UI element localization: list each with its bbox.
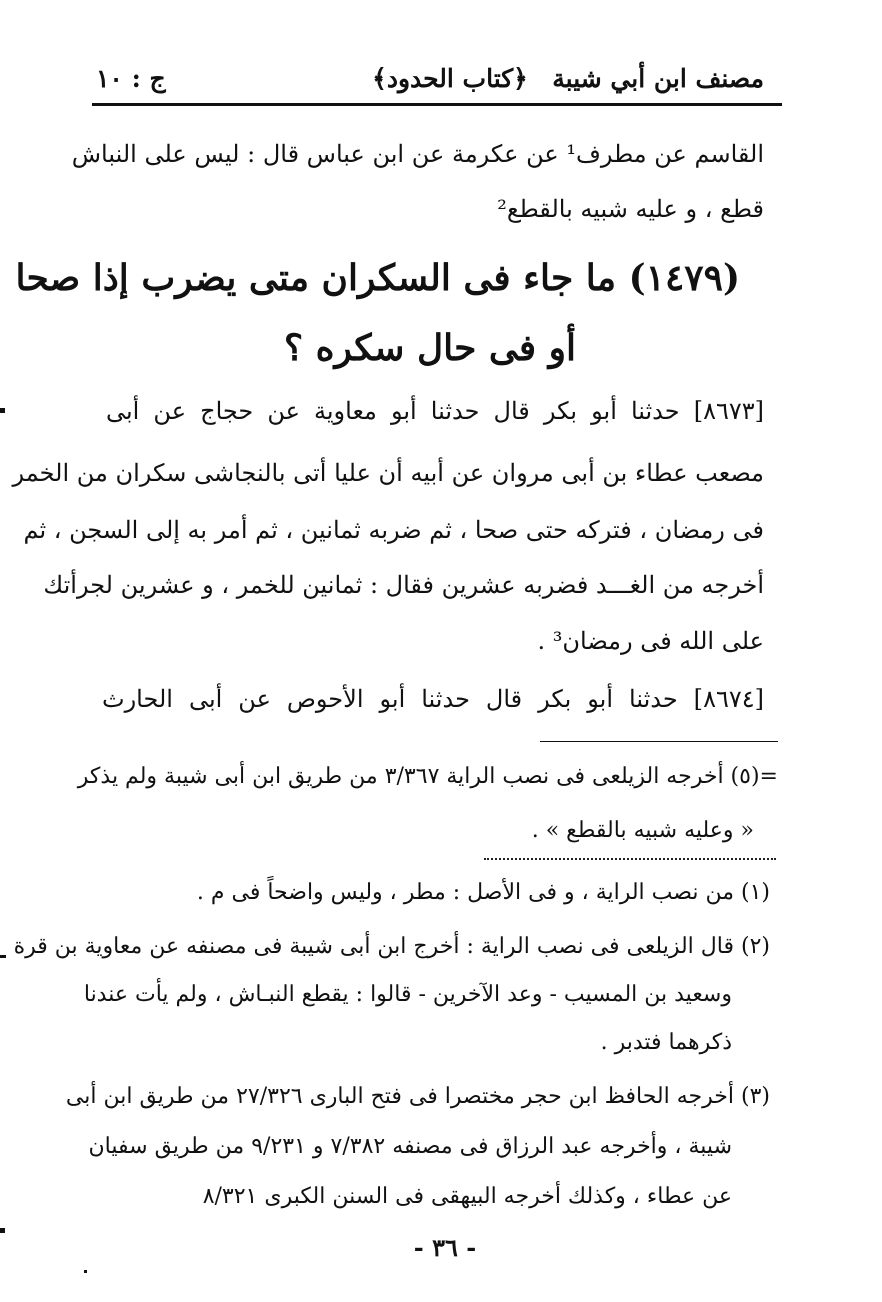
- volume-number: ج : ١٠: [96, 64, 166, 93]
- book-title: مصنف ابن أبي شيبة: [552, 64, 764, 93]
- section-title-line-1: (١٤٧٩) ما جاء فى السكران متى يضرب إذا صحا: [15, 257, 740, 299]
- footnote-wavy-separator: [484, 858, 776, 866]
- hadith-8673-line-5: على الله فى رمضان³ .: [537, 627, 764, 655]
- intro-line-2: قطع ، و عليه شبيه بالقطع²: [497, 195, 764, 223]
- footnote-1-line-1: (١) من نصب الراية ، و فى الأصل : مطر ، وليس واضحاً فى م .: [196, 880, 770, 905]
- scan-mark: [0, 408, 5, 413]
- page-number: - ٣٦ -: [413, 1233, 477, 1262]
- hadith-8674-line: [٨٦٧٤] حدثنا أبو بكر قال حدثنا أبو الأحوص عن أبى الحارث: [102, 685, 764, 713]
- hadith-8673-line-2: مصعب عطاء بن أبى مروان عن أبيه أن عليا أتى بالنجاشى سكران من الخمر: [12, 459, 764, 487]
- scan-mark: [84, 1270, 87, 1273]
- hadith-8673-line-4: أخرجه من الغـــد فضربه عشرين فقال : ثمانين للخمر ، و عشرين لجرأتك: [43, 571, 764, 599]
- header-rule: [92, 103, 782, 106]
- chapter-title: ﴿كتاب الحدود﴾: [372, 64, 528, 93]
- section-title-line-2: أو فى حال سكره ؟: [284, 327, 576, 369]
- footnote-3-line-1: (٣) أخرجه الحافظ ابن حجر مختصرا فى فتح البارى ٢٧/٣٢٦ من طريق ابن أبى: [65, 1084, 770, 1109]
- footnote-2-line-2: وسعيد بن المسيب - وعد الآخرين - قالوا : يقطع النبـاش ، ولم يأت عندنا: [83, 982, 732, 1007]
- footnote-2-line-1: (٢) قال الزيلعى فى نصب الراية : أخرج ابن أبى شيبة فى مصنفه عن معاوية بن قرة: [13, 934, 770, 959]
- hadith-8673-line-1: [٨٦٧٣] حدثنا أبو بكر قال حدثنا أبو معاوية عن حجاج عن أبى: [106, 397, 764, 425]
- hadith-8673-line-3: فى رمضان ، فتركه حتى صحا ، ثم ضربه ثمانين ، ثم أمر به إلى السجن ، ثم: [23, 516, 764, 544]
- footnote-3-line-3: عن عطاء ، وكذلك أخرجه البيهقى فى السنن الكبرى ٨/٣٢١: [202, 1184, 732, 1209]
- continued-footnote-line-2: « وعليه شبيه بالقطع » .: [531, 818, 754, 843]
- footnote-separator: [540, 741, 778, 742]
- intro-line-1: القاسم عن مطرف¹ عن عكرمة عن ابن عباس قال : ليس على النباش: [71, 140, 764, 168]
- scan-mark: [0, 1228, 5, 1233]
- footnote-3-line-2: شيبة ، وأخرجه عبد الرزاق فى مصنفه ٧/٣٨٢ و ٩/٢٣١ من طريق سفيان: [88, 1134, 732, 1159]
- scan-mark: [0, 955, 6, 958]
- continued-footnote-line-1: =(٥) أخرجه الزيلعى فى نصب الراية ٣/٣٦٧ من طريق ابن أبى شيبة ولم يذكر: [77, 764, 778, 789]
- footnote-2-line-3: ذكرهما فتدبر .: [600, 1030, 732, 1055]
